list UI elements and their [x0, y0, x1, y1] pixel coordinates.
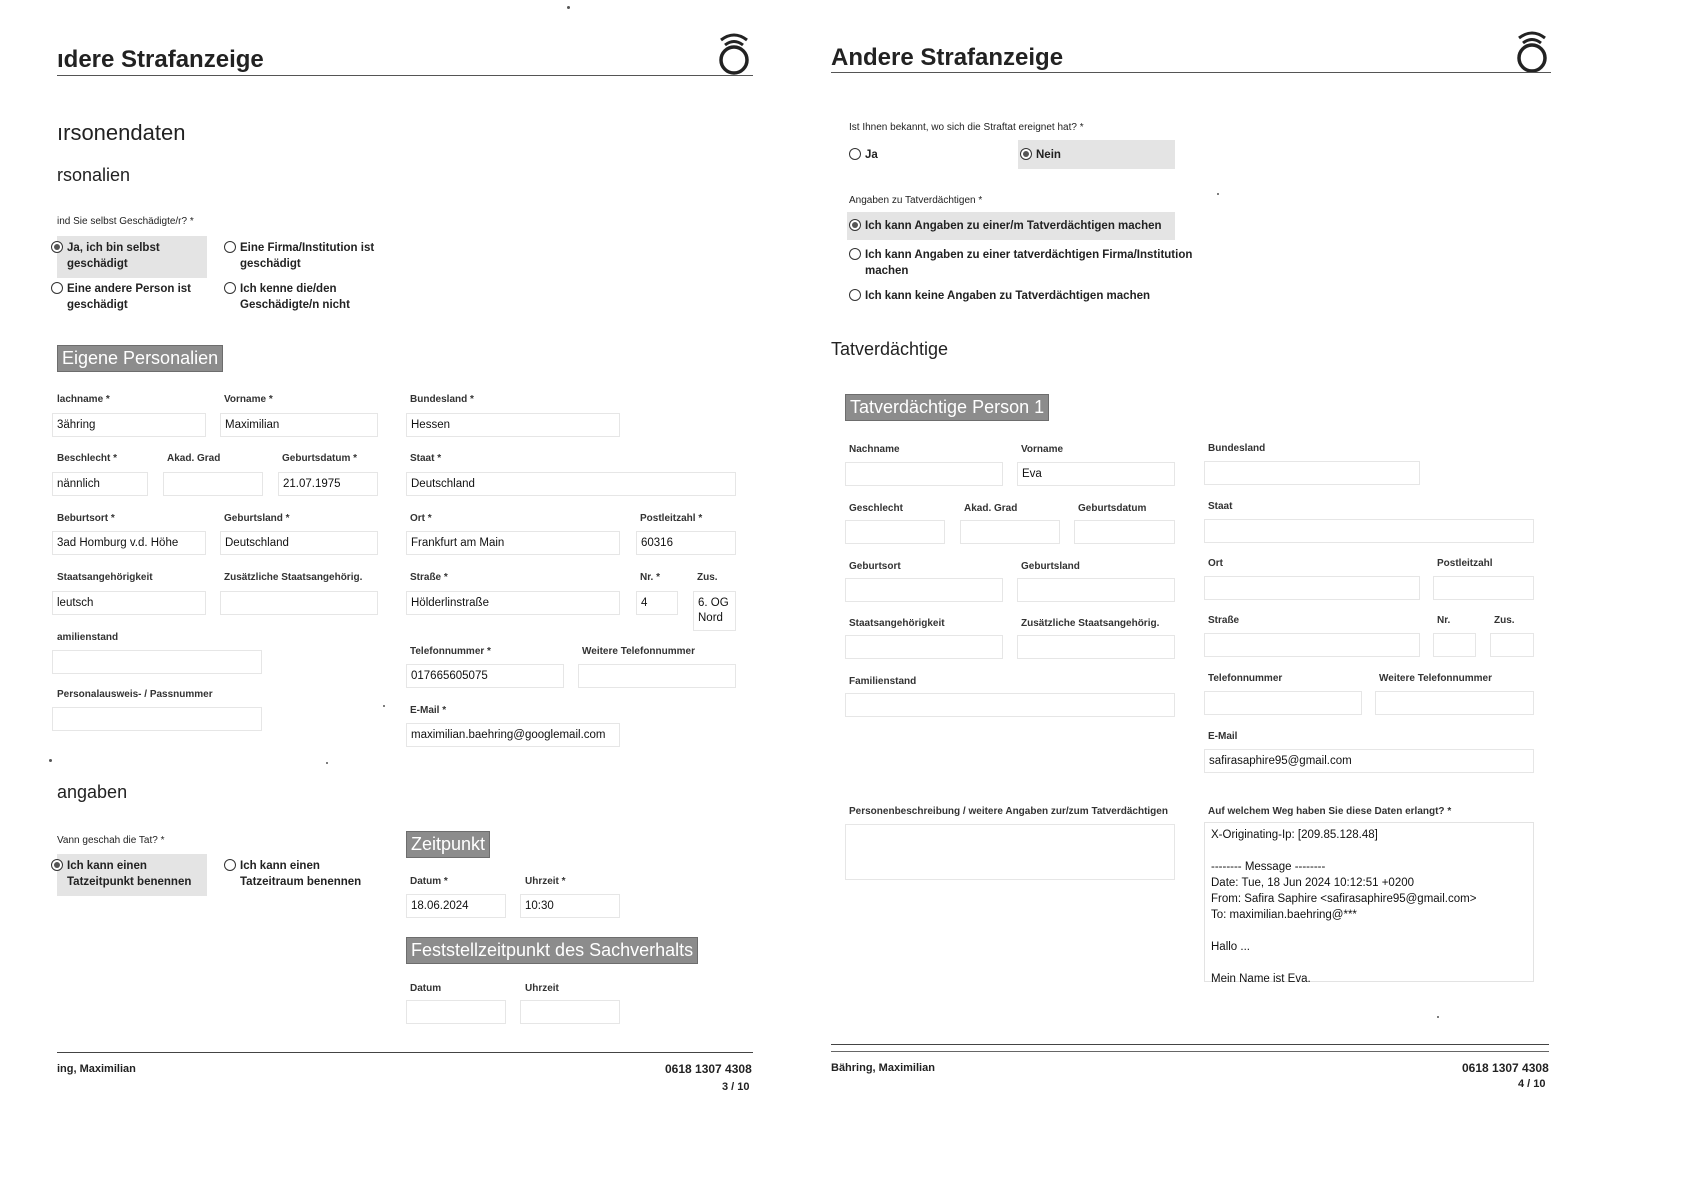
footer-page: 3 / 10: [722, 1081, 750, 1093]
radio-label: Ja, ich bin selbst geschädigt: [67, 242, 160, 270]
field-staatsangehoerigkeit[interactable]: [845, 635, 1003, 659]
radio-label: Ich kann keine Angaben zu Tatverdächtigen machen: [865, 290, 1151, 302]
label-personenbeschreibung: Personenbeschreibung / weitere Angaben zur/zum Tatverdächtigen: [849, 806, 1168, 817]
scan-speck: [567, 6, 570, 9]
radio-andere-person[interactable]: [51, 281, 191, 313]
label-staat: Staat *: [410, 453, 442, 464]
field-postleitzahl[interactable]: 60316: [636, 531, 736, 555]
label-ort: Ort *: [410, 513, 432, 524]
field-weitere-telefon[interactable]: [1375, 691, 1534, 715]
label-familienstand: Familienstand: [849, 676, 917, 687]
radio-label: Ich kenne die/den Geschädigte/n nicht: [240, 283, 350, 311]
radio-checked-icon: [1020, 148, 1032, 160]
label-staatsangehoerigkeit: Staatsangehörigkeit: [849, 618, 945, 629]
message-line: Mein Name ist Eva.: [1211, 973, 1311, 985]
footer-number: 0618 1307 4308: [665, 1062, 752, 1076]
field-geburtsland[interactable]: Deutschland: [220, 531, 378, 555]
police-logo-icon: [716, 30, 752, 76]
label-geburtsland: Geburtsland: [1021, 561, 1080, 572]
section-angaben: angaben: [57, 782, 128, 802]
radio-checked-icon: [51, 859, 63, 871]
field-staat[interactable]: Deutschland: [406, 472, 736, 496]
radio-angaben-firma[interactable]: [849, 247, 1192, 279]
section-title: ırsonendaten: [57, 120, 186, 145]
subsection-title: rsonalien: [57, 165, 131, 185]
footer-rule: [831, 1044, 1549, 1045]
field-familienstand[interactable]: [845, 693, 1175, 717]
radio-tatzeitpunkt[interactable]: [57, 854, 207, 896]
footer-rule: [57, 1052, 753, 1053]
radio-ja-selbst[interactable]: [57, 236, 207, 278]
radio-label: Nein: [1036, 149, 1061, 161]
field-ort[interactable]: Frankfurt am Main: [406, 531, 620, 555]
label-email: E-Mail: [1208, 731, 1238, 742]
box-eigene-personalien: Eigene Personalien: [57, 345, 223, 372]
box-tatverdaechtige-person-1: Tatverdächtige Person 1: [845, 394, 1049, 421]
message-line: X-Originating-Ip: [209.85.128.48]: [1211, 829, 1378, 841]
label-zus-staatsangehoerigkeit: Zusätzliche Staatsangehörig.: [1021, 618, 1160, 629]
footer-number: 0618 1307 4308: [1462, 1061, 1549, 1075]
label-zus-staatsangehoerigkeit: Zusätzliche Staatsangehörig.: [224, 572, 363, 583]
label-postleitzahl: Postleitzahl *: [640, 513, 703, 524]
label-uhrzeit-2: Uhrzeit: [525, 983, 559, 994]
label-email: E-Mail *: [410, 705, 447, 716]
question-angaben: Angaben zu Tatverdächtigen *: [849, 195, 983, 206]
police-logo-icon: [1514, 28, 1550, 74]
field-staatsangehoerigkeit[interactable]: leutsch: [52, 591, 206, 615]
label-strasse: Straße *: [410, 572, 448, 583]
radio-angaben-person[interactable]: [847, 212, 1175, 240]
field-akad-grad[interactable]: [960, 520, 1060, 544]
label-staatsangehoerigkeit: Staatsangehörigkeit: [57, 572, 153, 583]
label-geburtsland: Geburtsland *: [224, 513, 290, 524]
label-postleitzahl: Postleitzahl: [1437, 558, 1493, 569]
radio-tatort-nein[interactable]: [1018, 140, 1175, 169]
label-vorname: Vorname *: [224, 394, 273, 405]
field-weitere-telefon[interactable]: [578, 664, 736, 688]
box-feststellzeitpunkt: Feststellzeitpunkt des Sachverhalts: [406, 937, 698, 964]
radio-unchecked-icon: [224, 241, 236, 253]
footer-name: ing, Maximilian: [57, 1063, 136, 1075]
field-geschlecht[interactable]: [845, 520, 945, 544]
label-datenweg: Auf welchem Weg haben Sie diese Daten erlangt? *: [1208, 806, 1452, 817]
radio-tatzeitraum[interactable]: [224, 858, 361, 890]
field-personenbeschreibung[interactable]: [845, 824, 1175, 880]
radio-firma[interactable]: [224, 240, 374, 272]
field-geburtsdatum[interactable]: [1074, 520, 1175, 544]
field-strasse[interactable]: Hölderlinstraße: [406, 591, 620, 615]
radio-label: Ich kann Angaben zu einer tatverdächtigen Firma/Institution machen: [865, 249, 1193, 277]
page-3: [0, 0, 830, 1199]
question-tatort: Ist Ihnen bekannt, wo sich die Straftat ereignet hat? *: [849, 122, 1084, 133]
field-datum[interactable]: 18.06.2024: [406, 894, 506, 918]
question-geschaedigt: ind Sie selbst Geschädigte/r? *: [57, 216, 194, 227]
field-geburtsort[interactable]: 3ad Homburg v.d. Höhe: [52, 531, 206, 555]
field-telefon[interactable]: 017665605075: [406, 664, 564, 688]
scan-speck: [49, 759, 52, 762]
label-ort: Ort: [1208, 558, 1223, 569]
radio-unchecked-icon: [224, 282, 236, 294]
radio-tatort-ja[interactable]: [849, 147, 878, 163]
field-akad-grad[interactable]: [163, 472, 263, 496]
message-line: Hallo ...: [1211, 941, 1250, 953]
label-geburtsort: Geburtsort: [849, 561, 901, 572]
field-ort[interactable]: [1204, 576, 1420, 600]
field-uhrzeit-2[interactable]: [520, 1000, 620, 1024]
field-zus[interactable]: 6. OG Nord: [693, 591, 736, 631]
radio-unchecked-icon: [849, 289, 861, 301]
field-datenweg[interactable]: [1204, 822, 1534, 985]
field-nachname[interactable]: [845, 462, 1003, 486]
message-line: -------- Message --------: [1211, 861, 1326, 873]
field-geburtsdatum[interactable]: 21.07.1975: [278, 472, 378, 496]
field-vorname[interactable]: Eva: [1017, 462, 1175, 486]
header-title: ıdere Strafanzeige: [57, 46, 264, 73]
label-geschlecht: Geschlecht: [849, 503, 903, 514]
scan-speck: [1437, 1016, 1439, 1018]
scan-speck: [326, 762, 328, 764]
label-zus: Zus.: [1494, 615, 1515, 626]
label-geschlecht: Beschlecht *: [57, 453, 118, 464]
radio-label: Ich kann einen Tatzeitpunkt benennen: [67, 860, 192, 888]
label-familienstand: amilienstand: [57, 632, 119, 643]
field-geburtsort[interactable]: [845, 578, 1003, 602]
radio-unchecked-icon: [51, 282, 63, 294]
scan-speck: [383, 705, 385, 707]
label-weitere-telefon: Weitere Telefonnummer: [582, 646, 695, 657]
field-nr[interactable]: 4: [636, 591, 678, 615]
radio-kenne-nicht[interactable]: [224, 281, 350, 313]
radio-unchecked-icon: [849, 148, 861, 160]
label-geburtsdatum: Geburtsdatum *: [282, 453, 358, 464]
label-geburtsdatum: Geburtsdatum: [1078, 503, 1147, 514]
label-akad-grad: Akad. Grad: [964, 503, 1018, 514]
radio-unchecked-icon: [849, 248, 861, 260]
label-datum-2: Datum: [410, 983, 442, 994]
field-nr[interactable]: [1433, 633, 1476, 657]
message-line: [1211, 955, 1527, 971]
label-uhrzeit: Uhrzeit *: [525, 876, 566, 887]
label-telefon: Telefonnummer *: [410, 646, 491, 657]
label-ausweis: Personalausweis- / Passnummer: [57, 689, 213, 700]
label-nr: Nr.: [1437, 615, 1451, 626]
radio-checked-icon: [849, 219, 861, 231]
message-line: [1211, 843, 1527, 859]
field-zus-staatsangehoerigkeit[interactable]: [1017, 635, 1175, 659]
label-nr: Nr. *: [640, 572, 661, 583]
question-wann: Vann geschah die Tat? *: [57, 835, 165, 846]
label-vorname: Vorname: [1021, 444, 1064, 455]
label-bundesland: Bundesland *: [410, 394, 474, 405]
field-geschlecht[interactable]: nännlich: [52, 472, 148, 496]
message-line: From: Safira Saphire <safirasaphire95@gmail.com>: [1211, 893, 1477, 905]
message-line: Date: Tue, 18 Jun 2024 10:12:51 +0200: [1211, 877, 1415, 889]
radio-label: Ja: [865, 149, 878, 161]
message-line: [1211, 923, 1527, 939]
header-title: Andere Strafanzeige: [831, 44, 1064, 71]
label-datum: Datum *: [410, 876, 448, 887]
radio-label: Ich kann Angaben zu einer/m Tatverdächtigen machen: [865, 220, 1162, 232]
field-email[interactable]: safirasaphire95@gmail.com: [1204, 749, 1534, 773]
field-postleitzahl[interactable]: [1433, 576, 1534, 600]
field-telefon[interactable]: [1204, 691, 1362, 715]
header-rule: [831, 72, 1551, 73]
label-weitere-telefon: Weitere Telefonnummer: [1379, 673, 1492, 684]
field-staat[interactable]: [1204, 519, 1534, 543]
label-zus: Zus.: [697, 572, 718, 583]
radio-label: Eine Firma/Institution ist geschädigt: [240, 242, 375, 270]
field-strasse[interactable]: [1204, 633, 1420, 657]
box-zeitpunkt: Zeitpunkt: [406, 831, 490, 858]
label-geburtsort: Beburtsort *: [57, 513, 115, 524]
field-datum-2[interactable]: [406, 1000, 506, 1024]
header-rule: [57, 75, 753, 76]
label-nachname: lachname *: [57, 394, 110, 405]
radio-label: Ich kann einen Tatzeitraum benennen: [240, 860, 362, 888]
field-zus-staatsangehoerigkeit[interactable]: [220, 591, 378, 615]
field-zus[interactable]: [1490, 633, 1534, 657]
label-telefon: Telefonnummer: [1208, 673, 1283, 684]
field-familienstand[interactable]: [52, 650, 262, 674]
footer-name: Bähring, Maximilian: [831, 1062, 935, 1074]
footer-page: 4 / 10: [1518, 1078, 1546, 1090]
field-geburtsland[interactable]: [1017, 578, 1175, 602]
label-akad-grad: Akad. Grad: [167, 453, 221, 464]
field-ausweis[interactable]: [52, 707, 262, 731]
message-line: To: maximilian.baehring@***: [1211, 909, 1357, 921]
label-staat: Staat: [1208, 501, 1233, 512]
scan-speck: [1217, 193, 1219, 195]
field-bundesland[interactable]: Hessen: [406, 413, 620, 437]
section-tatverdaechtige: Tatverdächtige: [831, 339, 949, 359]
footer-rule-2: [831, 1051, 1549, 1052]
field-uhrzeit[interactable]: 10:30: [520, 894, 620, 918]
radio-unchecked-icon: [224, 859, 236, 871]
field-nachname[interactable]: 3ähring: [52, 413, 206, 437]
field-vorname[interactable]: Maximilian: [220, 413, 378, 437]
field-bundesland[interactable]: [1204, 461, 1420, 485]
radio-label: Eine andere Person ist geschädigt: [67, 283, 191, 311]
field-email[interactable]: maximilian.baehring@googlemail.com: [406, 723, 620, 747]
label-strasse: Straße: [1208, 615, 1240, 626]
radio-angaben-keine[interactable]: [849, 288, 1150, 304]
label-nachname: Nachname: [849, 444, 900, 455]
radio-checked-icon: [51, 241, 63, 253]
page-4: [830, 0, 1696, 1199]
label-bundesland: Bundesland: [1208, 443, 1266, 454]
